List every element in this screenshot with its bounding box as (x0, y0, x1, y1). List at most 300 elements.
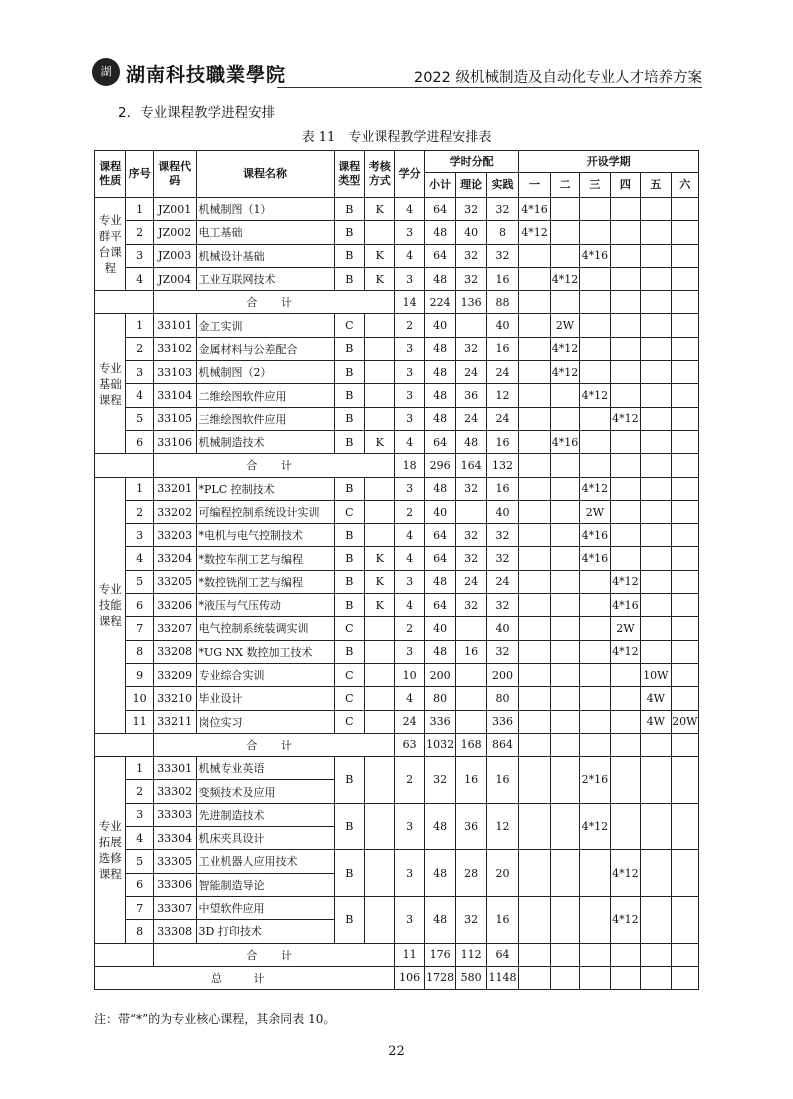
course-practice: 40 (486, 617, 518, 640)
semester-cell (641, 407, 671, 430)
semester-cell (671, 757, 698, 804)
table-row (95, 547, 699, 570)
semester-cell (610, 244, 640, 267)
course-credit: 4 (395, 687, 424, 710)
course-total: 48 (424, 384, 455, 407)
semester-cell: 2W (610, 617, 640, 640)
table-row (95, 570, 699, 593)
empty-cell (550, 454, 579, 477)
course-credit: 3 (395, 850, 424, 897)
course-name: 3D 打印技术 (196, 920, 334, 943)
semester-cell (641, 198, 671, 221)
course-code: 33207 (153, 617, 196, 640)
course-total: 32 (424, 757, 455, 804)
header-type: 课程类型 (334, 151, 364, 198)
course-theory (456, 617, 486, 640)
semester-cell (580, 687, 610, 710)
semester-cell (671, 850, 698, 897)
semester-cell (550, 687, 579, 710)
empty-cell (519, 291, 550, 314)
semester-cell (610, 547, 640, 570)
subtotal-theory: 168 (456, 733, 486, 756)
course-practice: 80 (486, 687, 518, 710)
course-credit: 2 (395, 500, 424, 523)
semester-cell (671, 407, 698, 430)
course-type: B (334, 407, 364, 430)
course-type: B (334, 850, 364, 897)
course-credit: 2 (395, 617, 424, 640)
table-row (95, 477, 699, 500)
table-row (95, 850, 699, 873)
semester-cell (610, 430, 640, 453)
course-total: 336 (424, 710, 455, 733)
empty-cell (580, 733, 610, 756)
semester-cell (519, 663, 550, 686)
course-exam (365, 384, 395, 407)
course-name: *电机与电气控制技术 (196, 524, 334, 547)
empty-cell (641, 733, 671, 756)
course-code: 33101 (153, 314, 196, 337)
document-title: 2022 级机械制造及自动化专业人才培养方案 (413, 70, 702, 86)
course-practice: 24 (486, 570, 518, 593)
course-credit: 3 (395, 477, 424, 500)
course-practice: 336 (486, 710, 518, 733)
semester-cell (641, 757, 671, 804)
empty-cell (519, 966, 550, 989)
course-exam (365, 407, 395, 430)
course-name: 金工实训 (196, 314, 334, 337)
semester-cell (519, 524, 550, 547)
subtotal-total: 176 (424, 943, 455, 966)
course-no: 1 (126, 477, 153, 500)
course-theory: 28 (456, 850, 486, 897)
course-practice: 16 (486, 267, 518, 290)
semester-cell: 4*12 (610, 570, 640, 593)
empty-cell (550, 733, 579, 756)
semester-cell (641, 594, 671, 617)
semester-cell (550, 500, 579, 523)
semester-cell (671, 314, 698, 337)
semester-cell (610, 477, 640, 500)
course-credit: 2 (395, 314, 424, 337)
course-name: 工业机器人应用技术 (196, 850, 334, 873)
course-total: 48 (424, 221, 455, 244)
school-logo: 湖 (92, 58, 120, 86)
course-schedule-table (94, 150, 699, 990)
course-type: C (334, 314, 364, 337)
course-theory (456, 663, 486, 686)
course-name: 电气控制系统装调实训 (196, 617, 334, 640)
header-nature: 课程性质 (95, 151, 126, 198)
semester-cell (580, 710, 610, 733)
course-type: B (334, 198, 364, 221)
course-theory: 24 (456, 361, 486, 384)
course-total: 40 (424, 314, 455, 337)
semester-cell: 20W (671, 710, 698, 733)
semester-cell (580, 617, 610, 640)
subtotal-label: 合 计 (153, 454, 395, 477)
course-no: 6 (126, 873, 153, 896)
course-total: 48 (424, 896, 455, 943)
course-type: B (334, 361, 364, 384)
course-no: 5 (126, 850, 153, 873)
semester-cell (519, 850, 550, 897)
semester-cell (610, 524, 640, 547)
course-type: C (334, 500, 364, 523)
page-number: 22 (388, 1044, 405, 1059)
course-name: *数控车削工艺与编程 (196, 547, 334, 570)
course-no: 1 (126, 757, 153, 780)
course-credit: 4 (395, 547, 424, 570)
course-practice: 24 (486, 361, 518, 384)
semester-cell: 4*16 (519, 198, 550, 221)
semester-cell (580, 594, 610, 617)
course-code: 33209 (153, 663, 196, 686)
course-exam (365, 477, 395, 500)
course-practice: 32 (486, 524, 518, 547)
semester-cell (641, 640, 671, 663)
semester-cell (641, 430, 671, 453)
subtotal-practice: 88 (486, 291, 518, 314)
subtotal-row (95, 454, 699, 477)
course-exam: K (365, 594, 395, 617)
grand-total-practice: 1148 (486, 966, 518, 989)
semester-cell (671, 594, 698, 617)
course-no: 7 (126, 896, 153, 919)
semester-cell (519, 267, 550, 290)
course-code: 33305 (153, 850, 196, 873)
semester-cell (610, 198, 640, 221)
course-total: 64 (424, 524, 455, 547)
course-theory: 32 (456, 524, 486, 547)
course-exam (365, 617, 395, 640)
course-name: 工业互联网技术 (196, 267, 334, 290)
semester-cell (641, 337, 671, 360)
course-exam (365, 500, 395, 523)
course-total: 48 (424, 850, 455, 897)
course-total: 48 (424, 803, 455, 850)
semester-cell: 10W (641, 663, 671, 686)
course-total: 40 (424, 617, 455, 640)
course-theory (456, 500, 486, 523)
semester-cell (641, 500, 671, 523)
course-theory (456, 710, 486, 733)
empty-cell (671, 966, 698, 989)
semester-cell (519, 337, 550, 360)
semester-cell (519, 687, 550, 710)
course-no: 9 (126, 663, 153, 686)
course-exam (365, 524, 395, 547)
course-credit: 2 (395, 757, 424, 804)
header-code: 课程代码 (153, 151, 196, 198)
empty-cell (580, 291, 610, 314)
course-name: 智能制造导论 (196, 873, 334, 896)
course-total: 48 (424, 337, 455, 360)
course-code: JZ004 (153, 267, 196, 290)
semester-cell (550, 640, 579, 663)
course-credit: 4 (395, 524, 424, 547)
course-no: 6 (126, 430, 153, 453)
semester-cell (671, 617, 698, 640)
course-type: B (334, 477, 364, 500)
semester-cell (671, 500, 698, 523)
course-theory: 36 (456, 384, 486, 407)
subtotal-credit: 14 (395, 291, 424, 314)
semester-cell (610, 361, 640, 384)
semester-cell (550, 617, 579, 640)
course-theory: 32 (456, 896, 486, 943)
semester-cell (641, 244, 671, 267)
course-exam (365, 663, 395, 686)
course-total: 48 (424, 361, 455, 384)
semester-cell (641, 617, 671, 640)
grand-total-label: 总 计 (95, 966, 395, 989)
empty-cell (550, 966, 579, 989)
course-exam (365, 221, 395, 244)
semester-cell (550, 477, 579, 500)
semester-cell (519, 570, 550, 593)
table-row (95, 687, 699, 710)
table-row (95, 244, 699, 267)
course-exam (365, 896, 395, 943)
semester-cell (580, 640, 610, 663)
course-type: C (334, 663, 364, 686)
course-name: 专业综合实训 (196, 663, 334, 686)
course-code: 33105 (153, 407, 196, 430)
table-row (95, 896, 699, 919)
semester-cell (580, 663, 610, 686)
empty-cell (641, 291, 671, 314)
semester-cell (519, 244, 550, 267)
course-code: 33103 (153, 361, 196, 384)
course-no: 2 (126, 337, 153, 360)
grand-total-total: 1728 (424, 966, 455, 989)
semester-cell: 2*16 (580, 757, 610, 804)
course-exam: K (365, 570, 395, 593)
semester-cell (580, 314, 610, 337)
course-name: 变频技术及应用 (196, 780, 334, 803)
semester-cell: 4*12 (610, 640, 640, 663)
empty-cell (519, 733, 550, 756)
course-no: 7 (126, 617, 153, 640)
semester-cell (519, 314, 550, 337)
course-name: 机械制造技术 (196, 430, 334, 453)
table-row (95, 500, 699, 523)
semester-cell (550, 663, 579, 686)
semester-cell (519, 477, 550, 500)
course-exam: K (365, 267, 395, 290)
course-code: 33104 (153, 384, 196, 407)
course-total: 40 (424, 500, 455, 523)
semester-cell (550, 850, 579, 897)
semester-cell (671, 384, 698, 407)
course-code: JZ002 (153, 221, 196, 244)
semester-cell (610, 221, 640, 244)
course-type: C (334, 617, 364, 640)
semester-cell (550, 244, 579, 267)
semester-cell (519, 547, 550, 570)
course-no: 8 (126, 640, 153, 663)
course-practice: 16 (486, 896, 518, 943)
semester-cell (519, 803, 550, 850)
course-practice: 16 (486, 757, 518, 804)
semester-cell (550, 896, 579, 943)
course-practice: 32 (486, 244, 518, 267)
course-practice: 16 (486, 430, 518, 453)
course-total: 48 (424, 267, 455, 290)
semester-cell (671, 524, 698, 547)
header-sem-1: 一 (519, 173, 550, 198)
course-credit: 24 (395, 710, 424, 733)
semester-cell (641, 361, 671, 384)
course-type: C (334, 687, 364, 710)
course-credit: 3 (395, 640, 424, 663)
semester-cell (550, 384, 579, 407)
course-category: 专业技能课程 (95, 477, 126, 733)
course-theory: 16 (456, 757, 486, 804)
semester-cell (671, 570, 698, 593)
header-practice: 实践 (486, 173, 518, 198)
empty-cell (610, 943, 640, 966)
course-theory: 24 (456, 570, 486, 593)
course-practice: 40 (486, 500, 518, 523)
grand-total-credit: 106 (395, 966, 424, 989)
semester-cell (641, 570, 671, 593)
empty-cell (671, 291, 698, 314)
course-type: B (334, 244, 364, 267)
semester-cell (519, 757, 550, 804)
subtotal-label: 合 计 (153, 291, 395, 314)
course-no: 5 (126, 570, 153, 593)
semester-cell (580, 896, 610, 943)
semester-cell: 4*12 (580, 477, 610, 500)
semester-cell: 4*16 (550, 430, 579, 453)
semester-cell (671, 547, 698, 570)
course-type: B (334, 896, 364, 943)
grand-total-row (95, 966, 699, 989)
semester-cell: 4*12 (580, 384, 610, 407)
semester-cell (610, 710, 640, 733)
footnote: 注：带“*”的为专业核心课程，其余同表 10。 (94, 1012, 336, 1026)
course-no: 5 (126, 407, 153, 430)
course-type: B (334, 221, 364, 244)
course-code: 33204 (153, 547, 196, 570)
course-name: 中望软件应用 (196, 896, 334, 919)
course-theory: 16 (456, 640, 486, 663)
semester-cell (641, 221, 671, 244)
semester-cell (580, 267, 610, 290)
semester-cell (641, 803, 671, 850)
table-row (95, 663, 699, 686)
course-code: JZ003 (153, 244, 196, 267)
course-name: *液压与气压传动 (196, 594, 334, 617)
empty-cell (550, 943, 579, 966)
semester-cell: 4*16 (580, 547, 610, 570)
course-code: 33208 (153, 640, 196, 663)
semester-cell: 4*12 (550, 267, 579, 290)
subtotal-total: 1032 (424, 733, 455, 756)
course-name: 先进制造技术 (196, 803, 334, 826)
course-credit: 4 (395, 594, 424, 617)
course-code: 33307 (153, 896, 196, 919)
semester-cell: 4*16 (580, 524, 610, 547)
semester-cell (550, 570, 579, 593)
course-theory: 40 (456, 221, 486, 244)
subtotal-label: 合 计 (153, 733, 395, 756)
semester-cell (519, 617, 550, 640)
semester-cell (580, 570, 610, 593)
section-title: 2．专业课程教学进程安排 (118, 105, 276, 121)
course-name: 可编程控制系统设计实训 (196, 500, 334, 523)
course-exam (365, 361, 395, 384)
header-sem-6: 六 (671, 173, 698, 198)
course-practice: 16 (486, 477, 518, 500)
semester-cell (671, 803, 698, 850)
table-row (95, 757, 699, 780)
semester-cell (550, 221, 579, 244)
semester-cell (641, 547, 671, 570)
semester-cell: 4*12 (580, 803, 610, 850)
course-type: B (334, 570, 364, 593)
table-row (95, 361, 699, 384)
course-exam (365, 337, 395, 360)
course-practice: 12 (486, 384, 518, 407)
table-row (95, 803, 699, 826)
empty-cell (641, 454, 671, 477)
table-row (95, 710, 699, 733)
semester-cell (671, 687, 698, 710)
table-caption: 表 11 专业课程教学进程安排表 (301, 130, 492, 145)
course-practice: 8 (486, 221, 518, 244)
semester-cell (671, 477, 698, 500)
semester-cell (519, 640, 550, 663)
semester-cell: 4*16 (580, 244, 610, 267)
empty-cell (519, 454, 550, 477)
course-category: 专业基础课程 (95, 314, 126, 454)
course-exam (365, 803, 395, 850)
empty-cell (641, 966, 671, 989)
course-name: *PLC 控制技术 (196, 477, 334, 500)
course-credit: 3 (395, 896, 424, 943)
course-name: *数控铣削工艺与编程 (196, 570, 334, 593)
course-code: 33304 (153, 827, 196, 850)
course-no: 10 (126, 687, 153, 710)
semester-cell (641, 896, 671, 943)
course-theory (456, 314, 486, 337)
course-exam: K (365, 430, 395, 453)
course-type: B (334, 430, 364, 453)
course-no: 11 (126, 710, 153, 733)
course-code: 33301 (153, 757, 196, 780)
semester-cell (671, 198, 698, 221)
header-exam: 考核方式 (365, 151, 395, 198)
course-code: 33205 (153, 570, 196, 593)
semester-cell (641, 314, 671, 337)
course-name: 机械设计基础 (196, 244, 334, 267)
course-type: B (334, 524, 364, 547)
course-type: B (334, 337, 364, 360)
course-exam (365, 640, 395, 663)
header-no: 序号 (126, 151, 153, 198)
course-no: 1 (126, 314, 153, 337)
semester-cell (580, 361, 610, 384)
semester-cell (519, 361, 550, 384)
course-name: 二维绘图软件应用 (196, 384, 334, 407)
course-code: 33102 (153, 337, 196, 360)
header-semesters: 开设学期 (519, 151, 699, 173)
semester-cell (610, 314, 640, 337)
empty-cell (610, 733, 640, 756)
